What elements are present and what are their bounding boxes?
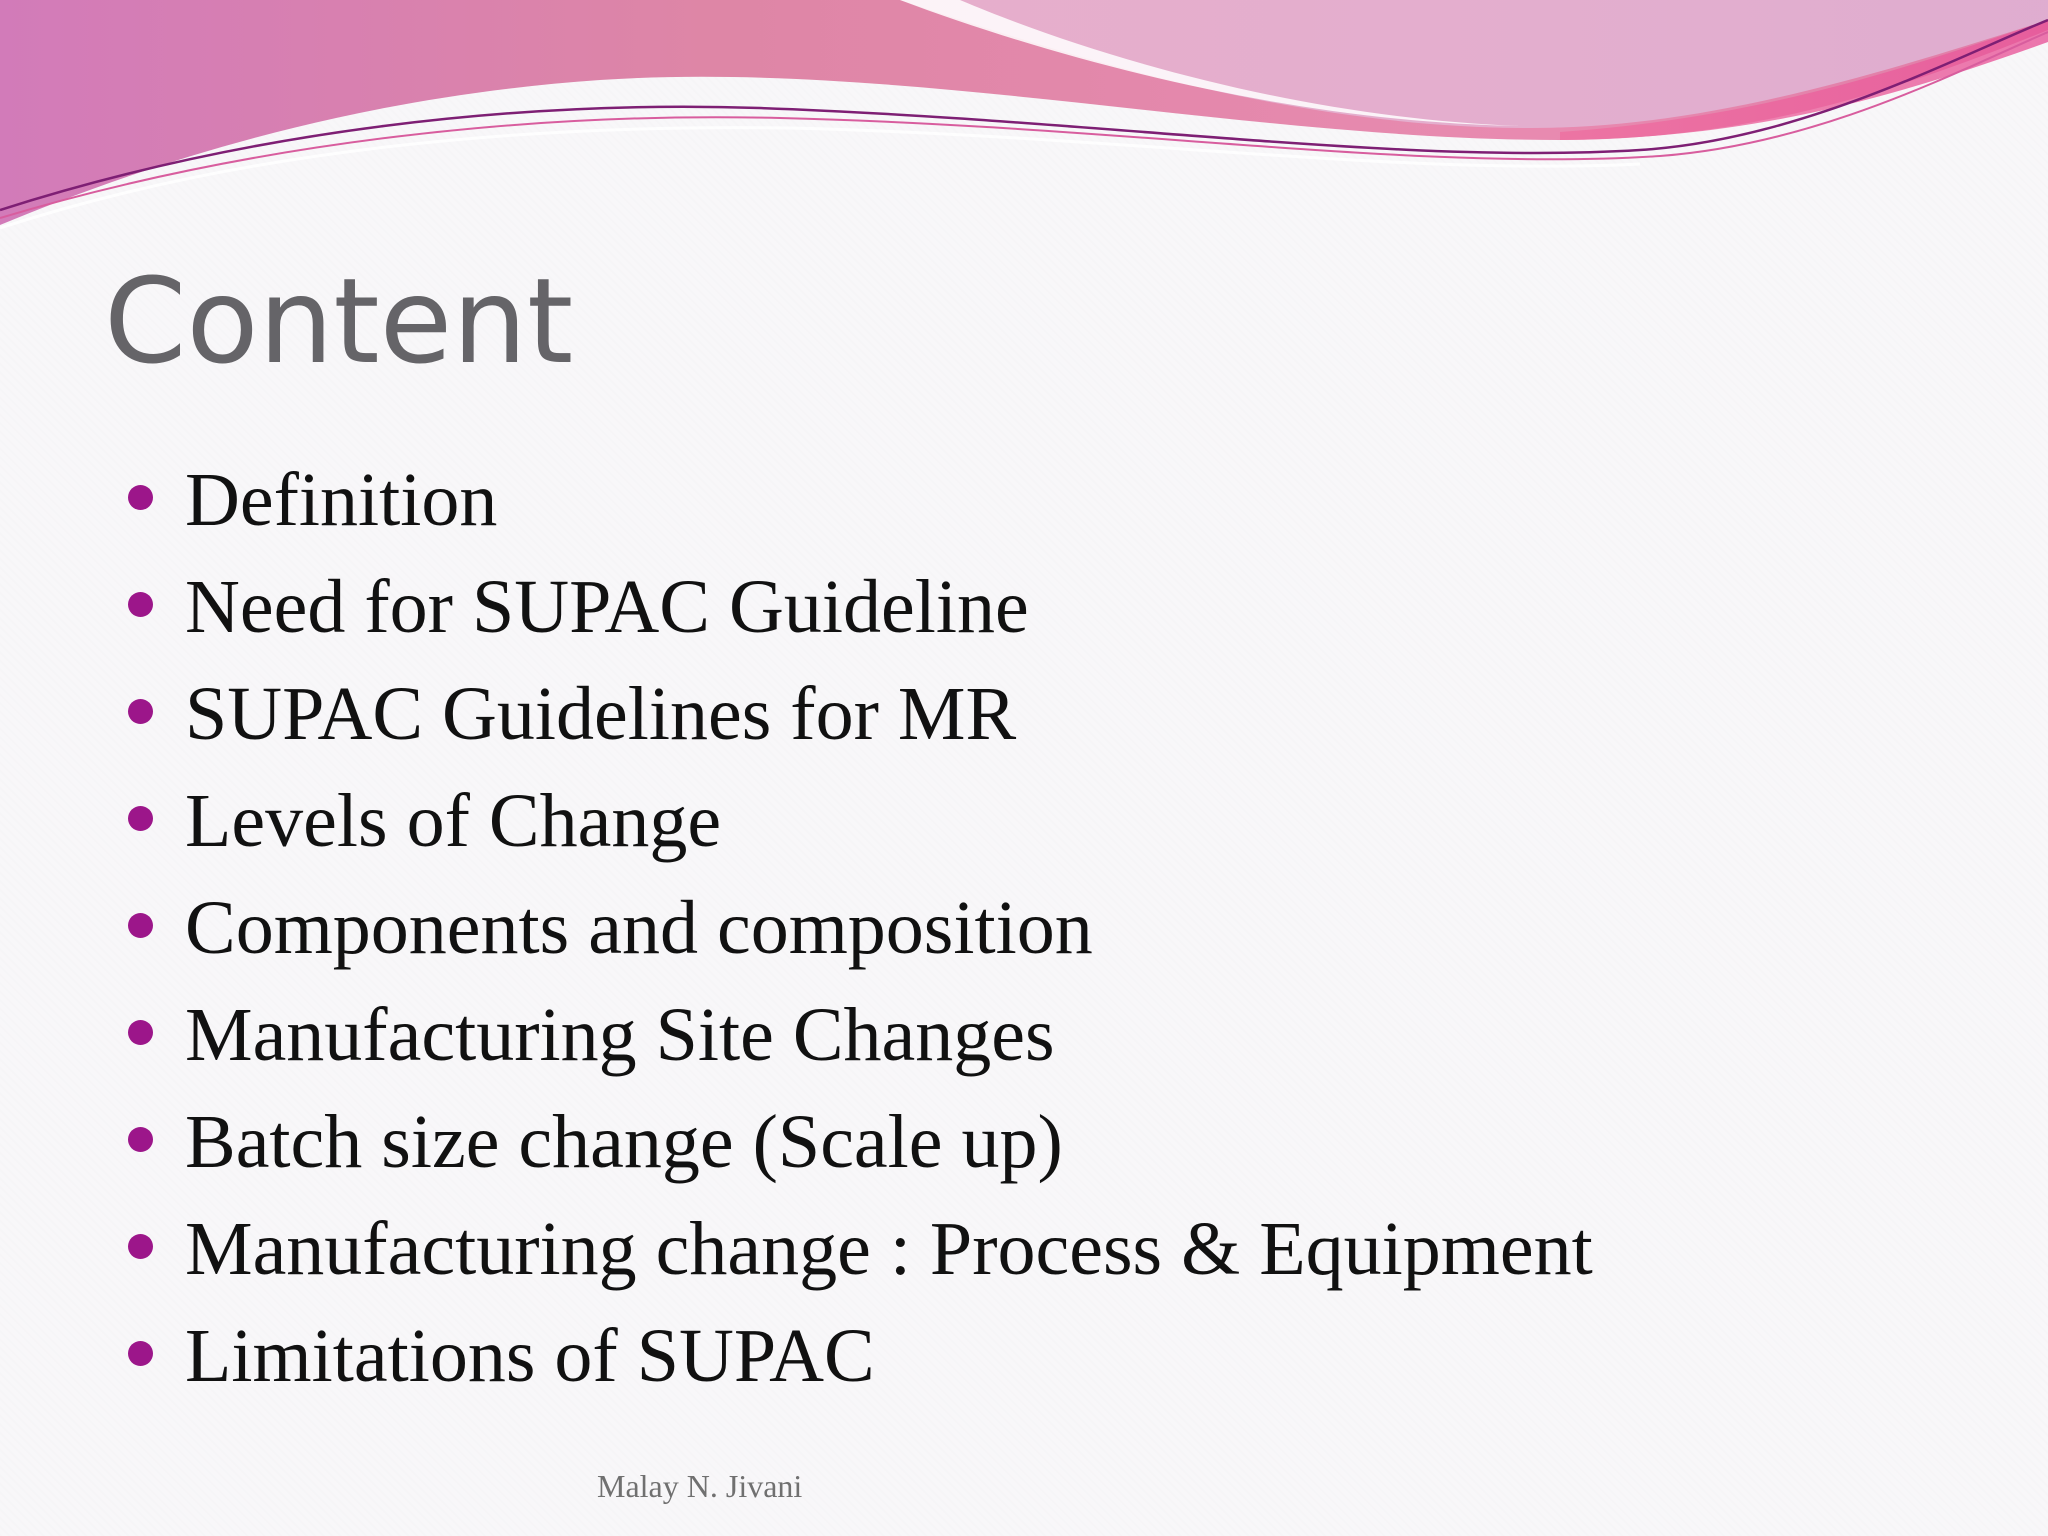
bullet-text: Batch size change (Scale up)	[185, 1099, 1063, 1184]
list-item	[128, 446, 1593, 553]
footer-author: Malay N. Jivani	[597, 1468, 803, 1504]
bullet-dot-icon	[128, 485, 153, 510]
bullet-text: Definition	[185, 457, 498, 542]
list-item	[128, 874, 1593, 981]
content-bullet-list	[128, 446, 1593, 1409]
decorative-wave-banner	[0, 0, 2048, 240]
bullet-dot-icon	[128, 913, 153, 938]
bullet-text: Manufacturing change : Process & Equipment	[185, 1206, 1593, 1291]
bullet-dot-icon	[128, 806, 153, 831]
bullet-dot-icon	[128, 1341, 153, 1366]
bullet-dot-icon	[128, 1020, 153, 1045]
bullet-text: Components and composition	[185, 885, 1093, 970]
list-item	[128, 660, 1593, 767]
list-item	[128, 767, 1593, 874]
bullet-dot-icon	[128, 1234, 153, 1259]
list-item	[128, 1302, 1593, 1409]
bullet-dot-icon	[128, 592, 153, 617]
bullet-dot-icon	[128, 1127, 153, 1152]
bullet-dot-icon	[128, 699, 153, 724]
slide-title: Content	[104, 252, 574, 390]
bullet-text: Levels of Change	[185, 778, 722, 863]
list-item	[128, 981, 1593, 1088]
list-item	[128, 553, 1593, 660]
bullet-text: Limitations of SUPAC	[185, 1313, 875, 1398]
bullet-text: SUPAC Guidelines for MR	[185, 671, 1017, 756]
list-item	[128, 1088, 1593, 1195]
bullet-text: Need for SUPAC Guideline	[185, 564, 1029, 649]
bullet-text: Manufacturing Site Changes	[185, 992, 1055, 1077]
list-item	[128, 1195, 1593, 1302]
